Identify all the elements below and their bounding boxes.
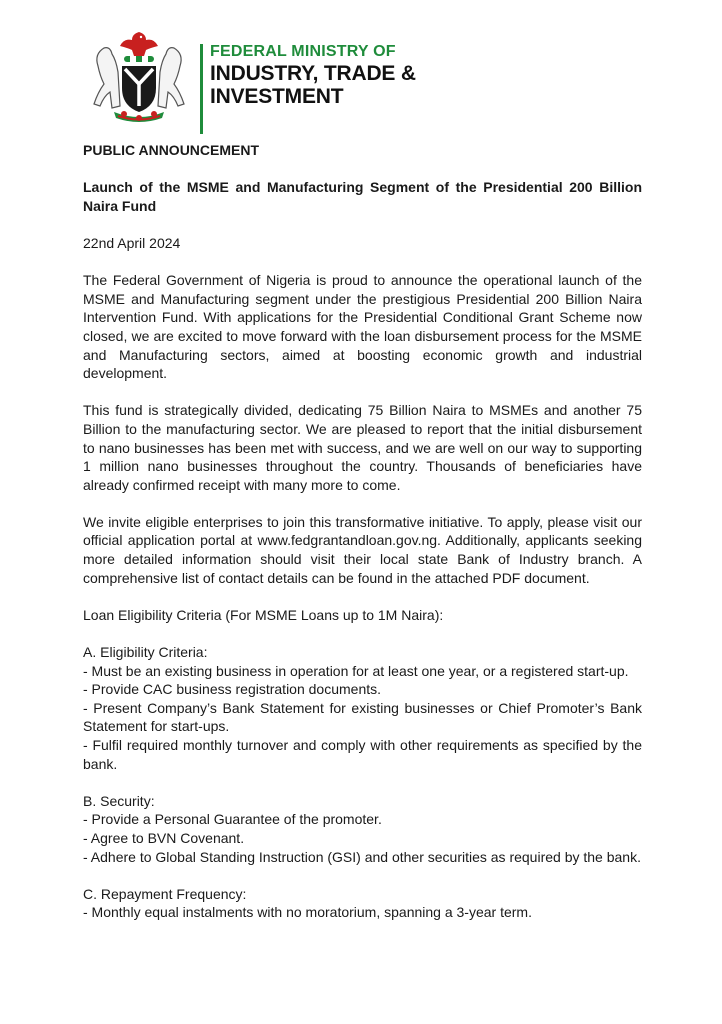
list-item: - Adhere to Global Standing Instruction (GSI) and other securities as required by the bank. <box>83 848 641 865</box>
section-a-title: A. Eligibility Criteria: <box>83 644 208 661</box>
list-item: - Monthly equal instalments with no moratorium, spanning a 3-year term. <box>83 904 532 921</box>
paragraph-launch: The Federal Government of Nigeria is proud to announce the operational launch of the MSME and Manufacturing segment under the prestigious Presidential 200 Billion Naira Intervention Fund. With applications for the Presidential Conditional Grant Scheme now closed, we are excited to move forward with the loan disbursement process for the MSME and Manufacturing sectors, aimed at boosting economic growth and industrial development. <box>83 272 642 382</box>
coat-of-arms-icon <box>84 26 194 126</box>
criteria-heading: Loan Eligibility Criteria (For MSME Loans up to 1M Naira): <box>83 606 444 623</box>
list-item: - Present Company’s Bank Statement for existing businesses or Chief Promoter’s Bank Statement for start-ups. <box>83 699 642 735</box>
announcement-label: PUBLIC ANNOUNCEMENT <box>83 142 260 158</box>
ministry-line-3: INVESTMENT <box>210 85 344 108</box>
ministry-line-1: FEDERAL MINISTRY OF <box>210 43 396 60</box>
letterhead <box>84 26 644 126</box>
section-c-title: C. Repayment Frequency: <box>83 885 247 902</box>
announcement-body <box>83 141 642 922</box>
ministry-name <box>210 44 416 109</box>
list-item: - Fulfil required monthly turnover and comply with other requirements as specified by the bank. <box>83 737 642 772</box>
ministry-line-2: INDUSTRY, TRADE & <box>210 62 416 85</box>
paragraph-invitation: We invite eligible enterprises to join this transformative initiative. To apply, please visit our official application portal at www.fedgrantandloan.gov.ng. Additionally, applicants seeking more detailed information should visit their local state Bank of Industry branch. A comprehensive list of contact details can be found in the attached PDF document. <box>83 513 642 586</box>
letterhead-divider <box>200 44 203 134</box>
list-item: - Agree to BVN Covenant. <box>83 829 245 846</box>
list-item: - Provide CAC business registration documents. <box>83 681 382 698</box>
list-item: - Provide a Personal Guarantee of the promoter. <box>83 811 382 828</box>
announcement-title: Launch of the MSME and Manufacturing Segment of the Presidential 200 Billion Naira Fund <box>83 179 642 214</box>
list-item: - Must be an existing business in operation for at least one year, or a registered start-up. <box>83 662 629 679</box>
announcement-date: 22nd April 2024 <box>83 234 181 251</box>
paragraph-fund-split: This fund is strategically divided, dedicating 75 Billion Naira to MSMEs and another 75 Billion to the manufacturing sector. We are pleased to report that the initial disbursement to nano businesses has been met with success, and we are well on our way to supporting 1 million nano businesses throughout the country. Thousands of beneficiaries have already confirmed receipt with many more to come. <box>83 402 642 493</box>
section-b-title: B. Security: <box>83 792 155 809</box>
